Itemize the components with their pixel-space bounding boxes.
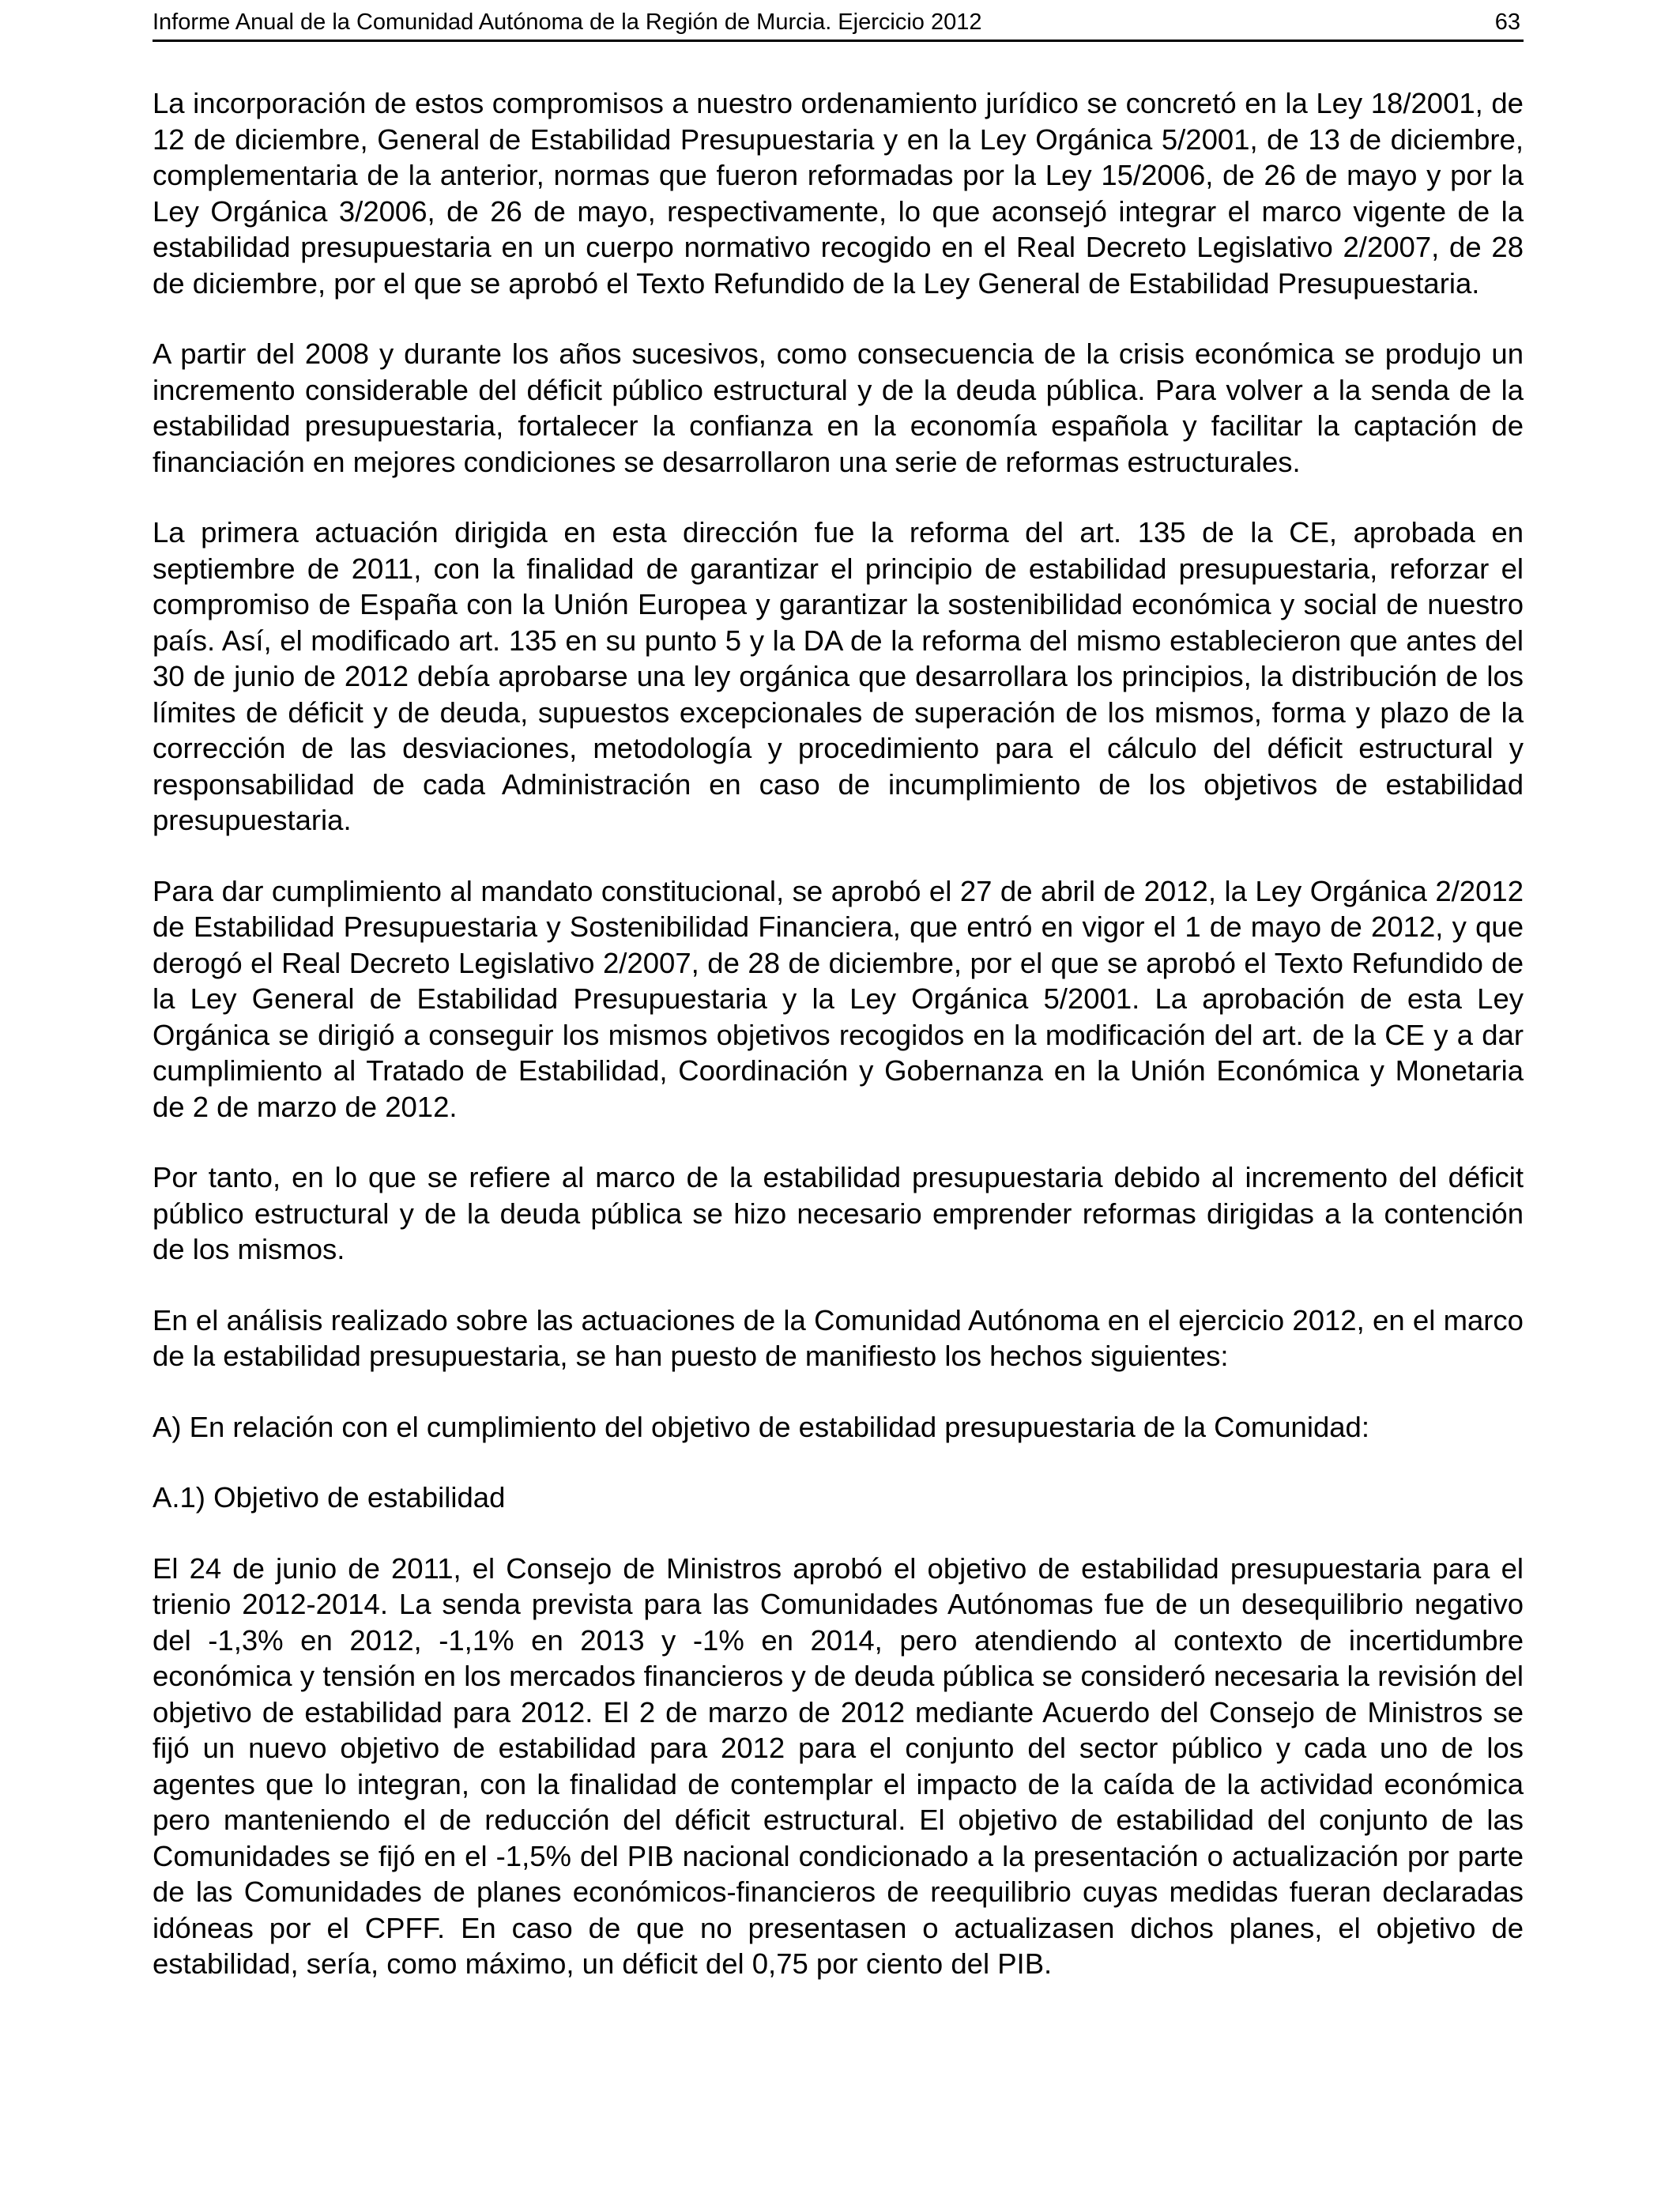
paragraph-analisis: En el análisis realizado sobre las actuaciones de la Comunidad Autónoma en el ejercicio 2012, en el marco de la estabilidad presupuestaria, se han puesto de manifiesto los hechos siguientes: [153, 1303, 1524, 1372]
page-number: 63 [1494, 9, 1520, 35]
paragraph-ley-estabilidad: La incorporación de estos compromisos a nuestro ordenamiento jurídico se concretó en la Ley 18/2001, de 12 de diciembre, General de Estabilidad Presupuestaria y en la Ley Orgánica 5/2001, de 13 de diciembre, complementaria de la anterior, normas que fueron reformadas por la Ley 15/2006, de 26 de mayo y por la Ley Orgánica 3/2006, de 26 de mayo, respectivamente, lo que aconsejó integrar el marco vigente de la estabilidad presupuestaria en un cuerpo normativo recogido en el Real Decreto Legislativo 2/2007, de 28 de diciembre, por el que se aprobó el Texto Refundido de la Ley General de Estabilidad Presupuestaria. [153, 87, 1524, 300]
page-header [153, 6, 1524, 42]
paragraph-por-tanto: Por tanto, en lo que se refiere al marco de la estabilidad presupuestaria debido al incremento del déficit público estructural y de la deuda pública se hizo necesario emprender reformas dirigidas a la contención de los mismos. [153, 1161, 1524, 1265]
document-body [153, 85, 1524, 1982]
paragraph-objetivo-estabilidad: El 24 de junio de 2011, el Consejo de Ministros aprobó el objetivo de estabilidad presupuestaria para el trienio 2012-2014. La senda prevista para las Comunidades Autónomas fue de un desequilibrio negativo del -1,3% en 2012, -1,1% en 2013 y -1% en 2014, pero atendiendo al contexto de incertidumbre económica y tensión en los mercados financieros y de deuda pública se consideró necesaria la revisión del objetivo de estabilidad para 2012. El 2 de marzo de 2012 mediante Acuerdo del Consejo de Ministros se fijó un nuevo objetivo de estabilidad para 2012 para el conjunto del sector público y cada uno de los agentes que lo integran, con la finalidad de contemplar el impacto de la caída de la actividad económica pero manteniendo el de reducción del déficit estructural. El objetivo de estabilidad del conjunto de las Comunidades se fijó en el -1,5% del PIB nacional condicionado a la presentación o actualización por parte de las Comunidades de planes económicos-financieros de reequilibrio cuyas medidas fueran declaradas idóneas por el CPFF. En caso de que no presentasen o actualizasen dichos planes, el objetivo de estabilidad, sería, como máximo, un déficit del 0,75 por ciento del PIB. [153, 1551, 1524, 1980]
header-title: Informe Anual de la Comunidad Autónoma de la Región de Murcia. Ejercicio 2012 [153, 9, 982, 35]
paragraph-ley-organica-2-2012: Para dar cumplimiento al mandato constitucional, se aprobó el 27 de abril de 2012, la Ley Orgánica 2/2012 de Estabilidad Presupuestaria y Sostenibilidad Financiera, que entró en vigor el 1 de mayo de 2012, y que derogó el Real Decreto Legislativo 2/2007, de 28 de diciembre, por el que se aprobó el Texto Refundido de la Ley General de Estabilidad Presupuestaria y la Ley Orgánica 5/2001. La aprobación de esta Ley Orgánica se dirigió a conseguir los mismos objetivos recogidos en la modificación del art. de la CE y a dar cumplimiento al Tratado de Estabilidad, Coordinación y Gobernanza en la Unión Económica y Monetaria de 2 de marzo de 2012. [153, 874, 1524, 1123]
paragraph-reforma-art-135: La primera actuación dirigida en esta dirección fue la reforma del art. 135 de la CE, aprobada en septiembre de 2011, con la finalidad de garantizar el principio de estabilidad presupuestaria, reforzar el compromiso de España con la Unión Europea y garantizar la sostenibilidad económica y social de nuestro país. Así, el modificado art. 135 en su punto 5 y la DA de la reforma del mismo establecieron que antes del 30 de junio de 2012 debía aprobarse una ley orgánica que desarrollara los principios, la distribución de los límites de déficit y de deuda, supuestos excepcionales de superación de los mismos, forma y plazo de la corrección de las desviaciones, metodología y procedimiento para el cálculo del déficit estructural y responsabilidad de cada Administración en caso de incumplimiento de los objetivos de estabilidad presupuestaria. [153, 516, 1524, 836]
section-heading-a: A) En relación con el cumplimiento del objetivo de estabilidad presupuestaria de la Comunidad: [153, 1410, 1369, 1443]
subsection-heading-a1: A.1) Objetivo de estabilidad [153, 1481, 506, 1514]
paragraph-crisis-economica: A partir del 2008 y durante los años sucesivos, como consecuencia de la crisis económica se produjo un incremento considerable del déficit público estructural y de la deuda pública. Para volver a la senda de la estabilidad presupuestaria, fortalecer la confianza en la economía española y facilitar la captación de financiación en mejores condiciones se desarrollaron una serie de reformas estructurales. [153, 337, 1524, 478]
